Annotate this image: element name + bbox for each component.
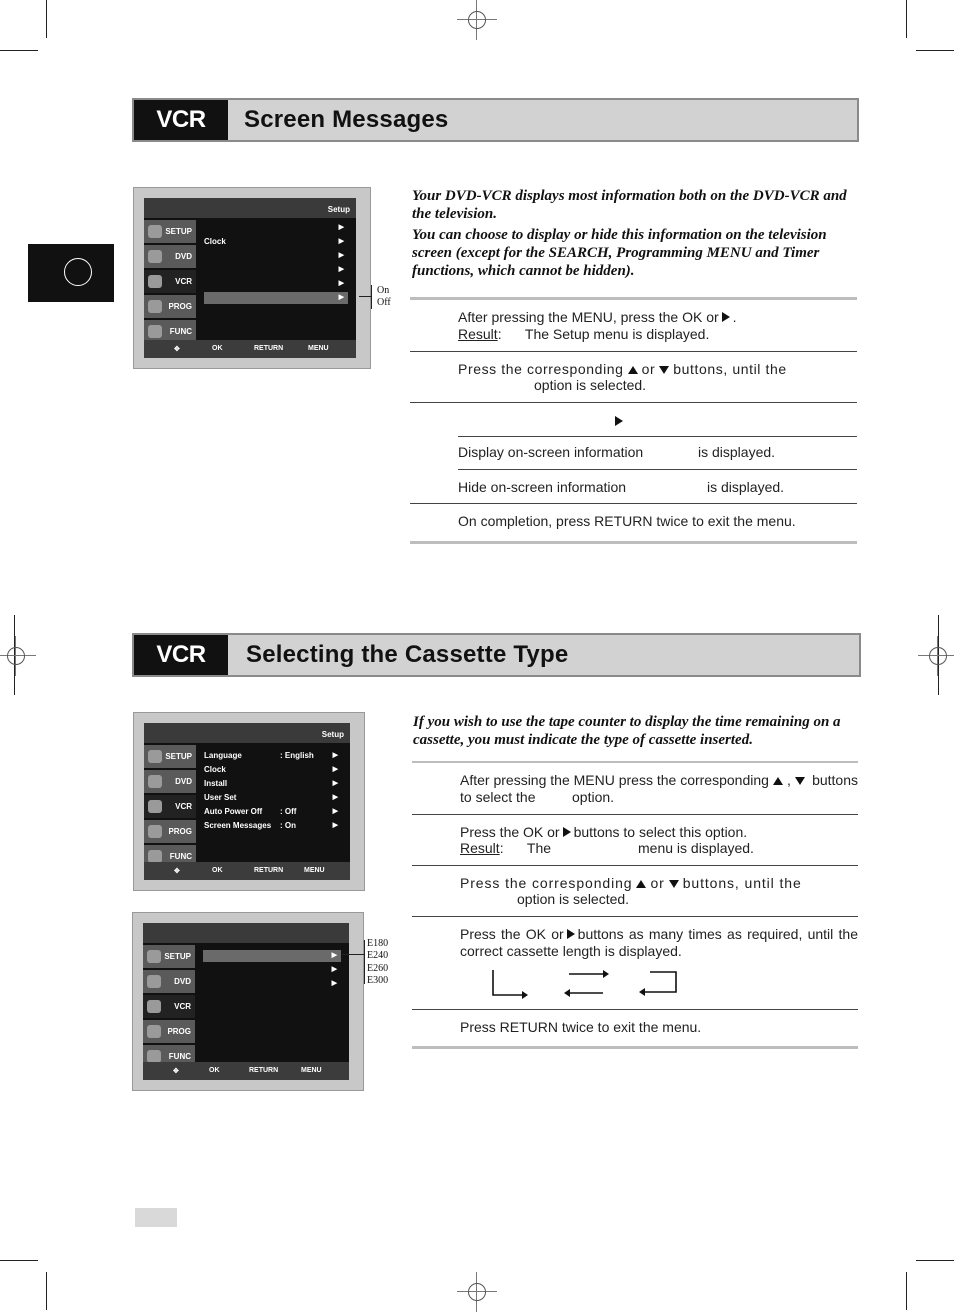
- step-3-line2: option is selected.: [517, 891, 630, 907]
- osd-row-language: Language : English ▶: [204, 751, 338, 760]
- page-number-box: [135, 1208, 177, 1227]
- vcr-icon: [147, 1000, 161, 1013]
- clock-icon: [147, 1025, 161, 1038]
- crop-mark: [906, 0, 907, 38]
- osd-side-dvd: DVD: [144, 770, 196, 793]
- disc-icon: [148, 775, 162, 788]
- crop-mark: [46, 1272, 47, 1310]
- navigate-icon: ✥: [174, 346, 180, 353]
- divider: [458, 469, 857, 470]
- osd-footer: ✥ OK RETURN MENU: [143, 1062, 349, 1080]
- osd-side-func: FUNC: [144, 845, 196, 868]
- registration-mark: [457, 1272, 497, 1312]
- osd-side-func: FUNC: [143, 1045, 195, 1068]
- step-4: On completion, press RETURN twice to exit the menu.: [458, 513, 796, 529]
- section-header-cassette-type: [132, 633, 861, 677]
- divider: [412, 865, 858, 866]
- gear-icon: [148, 750, 162, 763]
- step-1-line2a: to select the: [460, 789, 536, 805]
- osd-side-setup: SETUP: [144, 745, 196, 768]
- cycle-arrows-diagram: [490, 966, 680, 1000]
- osd-row-highlighted: ▶: [203, 950, 341, 962]
- crop-mark: [0, 1260, 38, 1261]
- osd-row-install: Install ▶: [204, 779, 338, 788]
- osd-side-dvd: DVD: [144, 245, 196, 268]
- divider: [410, 351, 857, 352]
- crop-mark: [46, 0, 47, 38]
- osd-side-vcr: VCR: [144, 270, 196, 293]
- length-label: E300: [367, 975, 389, 986]
- on-label: On: [377, 285, 390, 296]
- divider: [410, 541, 857, 544]
- step-3: [612, 413, 626, 430]
- divider: [410, 503, 857, 504]
- section-title: Selecting the Cassette Type: [246, 641, 569, 668]
- crop-mark: [906, 1272, 907, 1310]
- registration-mark: [0, 636, 36, 676]
- divider: [412, 814, 858, 815]
- step-2-result: Result: The: [460, 840, 552, 856]
- vcr-tag: VCR: [134, 635, 228, 675]
- osd-side-prog: PROG: [144, 820, 196, 843]
- clock-icon: [148, 300, 162, 313]
- option-display: Display on-screen information: [458, 444, 644, 460]
- divider: [410, 297, 857, 300]
- osd-header: [143, 923, 349, 943]
- osd-side-dvd: DVD: [143, 970, 195, 993]
- disc-icon: [148, 250, 162, 263]
- right-arrow-icon: [722, 312, 730, 322]
- up-arrow-icon: [636, 880, 646, 888]
- language-tab: [28, 244, 114, 302]
- osd-screen-setup-list: [133, 712, 365, 891]
- vcr-tag: VCR: [134, 100, 228, 140]
- registration-mark: [918, 636, 954, 676]
- divider: [410, 402, 857, 403]
- step-4: Press the OK or buttons as many times as required, until the correct cassette length is displayed.: [460, 926, 858, 959]
- osd-row-clock: Clock ▶: [204, 237, 344, 246]
- divider: [412, 1046, 858, 1049]
- length-label: E180: [367, 938, 389, 949]
- navigate-icon: ✥: [174, 868, 180, 875]
- osd-screen-cassette: [132, 912, 364, 1091]
- circle-icon: [64, 258, 92, 286]
- divider: [412, 761, 858, 763]
- up-arrow-icon: [628, 366, 638, 374]
- osd-row: ▶: [338, 224, 344, 231]
- divider: [458, 436, 857, 437]
- osd-side-vcr: VCR: [143, 995, 195, 1018]
- intro-text: You can choose to display or hide this information on the television screen (except for the SEARCH, Programming MENU and Timer functions, which cannot be hidden).: [412, 227, 827, 279]
- bracket-line: [364, 940, 365, 984]
- gear-icon: [148, 225, 162, 238]
- option-hide-result: is displayed.: [707, 479, 785, 495]
- up-arrow-icon: [773, 777, 783, 785]
- section-header-screen-messages: [132, 98, 859, 142]
- step-1-line2b: option.: [572, 789, 615, 805]
- down-arrow-icon: [659, 366, 669, 374]
- divider: [412, 1009, 858, 1010]
- osd-row-screen-messages: Screen Messages : On ▶: [204, 821, 338, 830]
- osd-header: Setup: [144, 198, 356, 218]
- osd-side-setup: SETUP: [144, 220, 196, 243]
- osd-side-prog: PROG: [144, 295, 196, 318]
- clock-icon: [148, 825, 162, 838]
- length-label: E240: [367, 950, 389, 961]
- osd-row: ▶: [331, 980, 337, 987]
- step-1: After pressing the MENU, press the OK or .: [458, 309, 737, 325]
- gear-icon: [147, 950, 161, 963]
- osd-row: ▶: [338, 266, 344, 273]
- vcr-icon: [148, 800, 162, 813]
- osd-row-auto-power-off: Auto Power Off : Off ▶: [204, 807, 338, 816]
- disc-icon: [147, 975, 161, 988]
- osd-screen-setup: [133, 187, 371, 369]
- step-5: Press RETURN twice to exit the menu.: [460, 1019, 702, 1035]
- osd-footer: ✥ OK RETURN MENU: [144, 862, 350, 880]
- navigate-icon: ✥: [173, 1068, 179, 1075]
- step-2-line2: option is selected.: [534, 377, 647, 393]
- crop-mark: [916, 1260, 954, 1261]
- grid-icon: [148, 325, 162, 338]
- osd-side-vcr: VCR: [144, 795, 196, 818]
- crop-mark: [0, 50, 38, 51]
- osd-row: ▶: [331, 966, 337, 973]
- step-2: Press the OK or buttons to select this option.: [460, 824, 748, 840]
- step-1: After pressing the MENU press the corresponding , buttons: [460, 772, 858, 788]
- osd-row-user-set: User Set ▶: [204, 793, 338, 802]
- intro-text: If you wish to use the tape counter to display the time remaining on a cassette, you must indicate the type of cassette inserted.: [413, 714, 841, 748]
- off-label: Off: [377, 297, 391, 308]
- step-3: Press the corresponding or buttons, until the: [460, 875, 802, 891]
- osd-side-prog: PROG: [143, 1020, 195, 1043]
- right-arrow-icon: [567, 929, 575, 939]
- osd-header: Setup: [144, 723, 350, 743]
- step-1-result: Result: The Setup menu is displayed.: [458, 326, 710, 342]
- step-2: Press the corresponding or buttons, until the: [458, 361, 787, 377]
- length-label: E260: [367, 963, 389, 974]
- right-arrow-icon: [615, 416, 623, 426]
- option-display-result: is displayed.: [698, 444, 776, 460]
- bracket-line: [371, 285, 372, 309]
- option-hide: Hide on-screen information: [458, 479, 627, 495]
- intro-text: Your DVD-VCR displays most information both on the DVD-VCR and the television.: [412, 188, 847, 222]
- vcr-icon: [148, 275, 162, 288]
- osd-footer: ✥ OK RETURN MENU: [144, 340, 356, 358]
- crop-mark: [916, 50, 954, 51]
- section-title: Screen Messages: [244, 106, 449, 133]
- divider: [412, 916, 858, 917]
- osd-row-highlighted: ▶: [204, 292, 348, 304]
- osd-side-func: FUNC: [144, 320, 196, 343]
- bracket-line: [342, 954, 364, 955]
- step-2-result-b: menu is displayed.: [638, 840, 754, 856]
- registration-mark: [457, 0, 497, 40]
- bracket-line: [359, 296, 371, 297]
- right-arrow-icon: [563, 827, 571, 837]
- osd-side-setup: SETUP: [143, 945, 195, 968]
- osd-row-clock: Clock ▶: [204, 765, 338, 774]
- osd-row: ▶: [338, 280, 344, 287]
- osd-row: ▶: [338, 252, 344, 259]
- down-arrow-icon: [795, 777, 805, 785]
- down-arrow-icon: [669, 880, 679, 888]
